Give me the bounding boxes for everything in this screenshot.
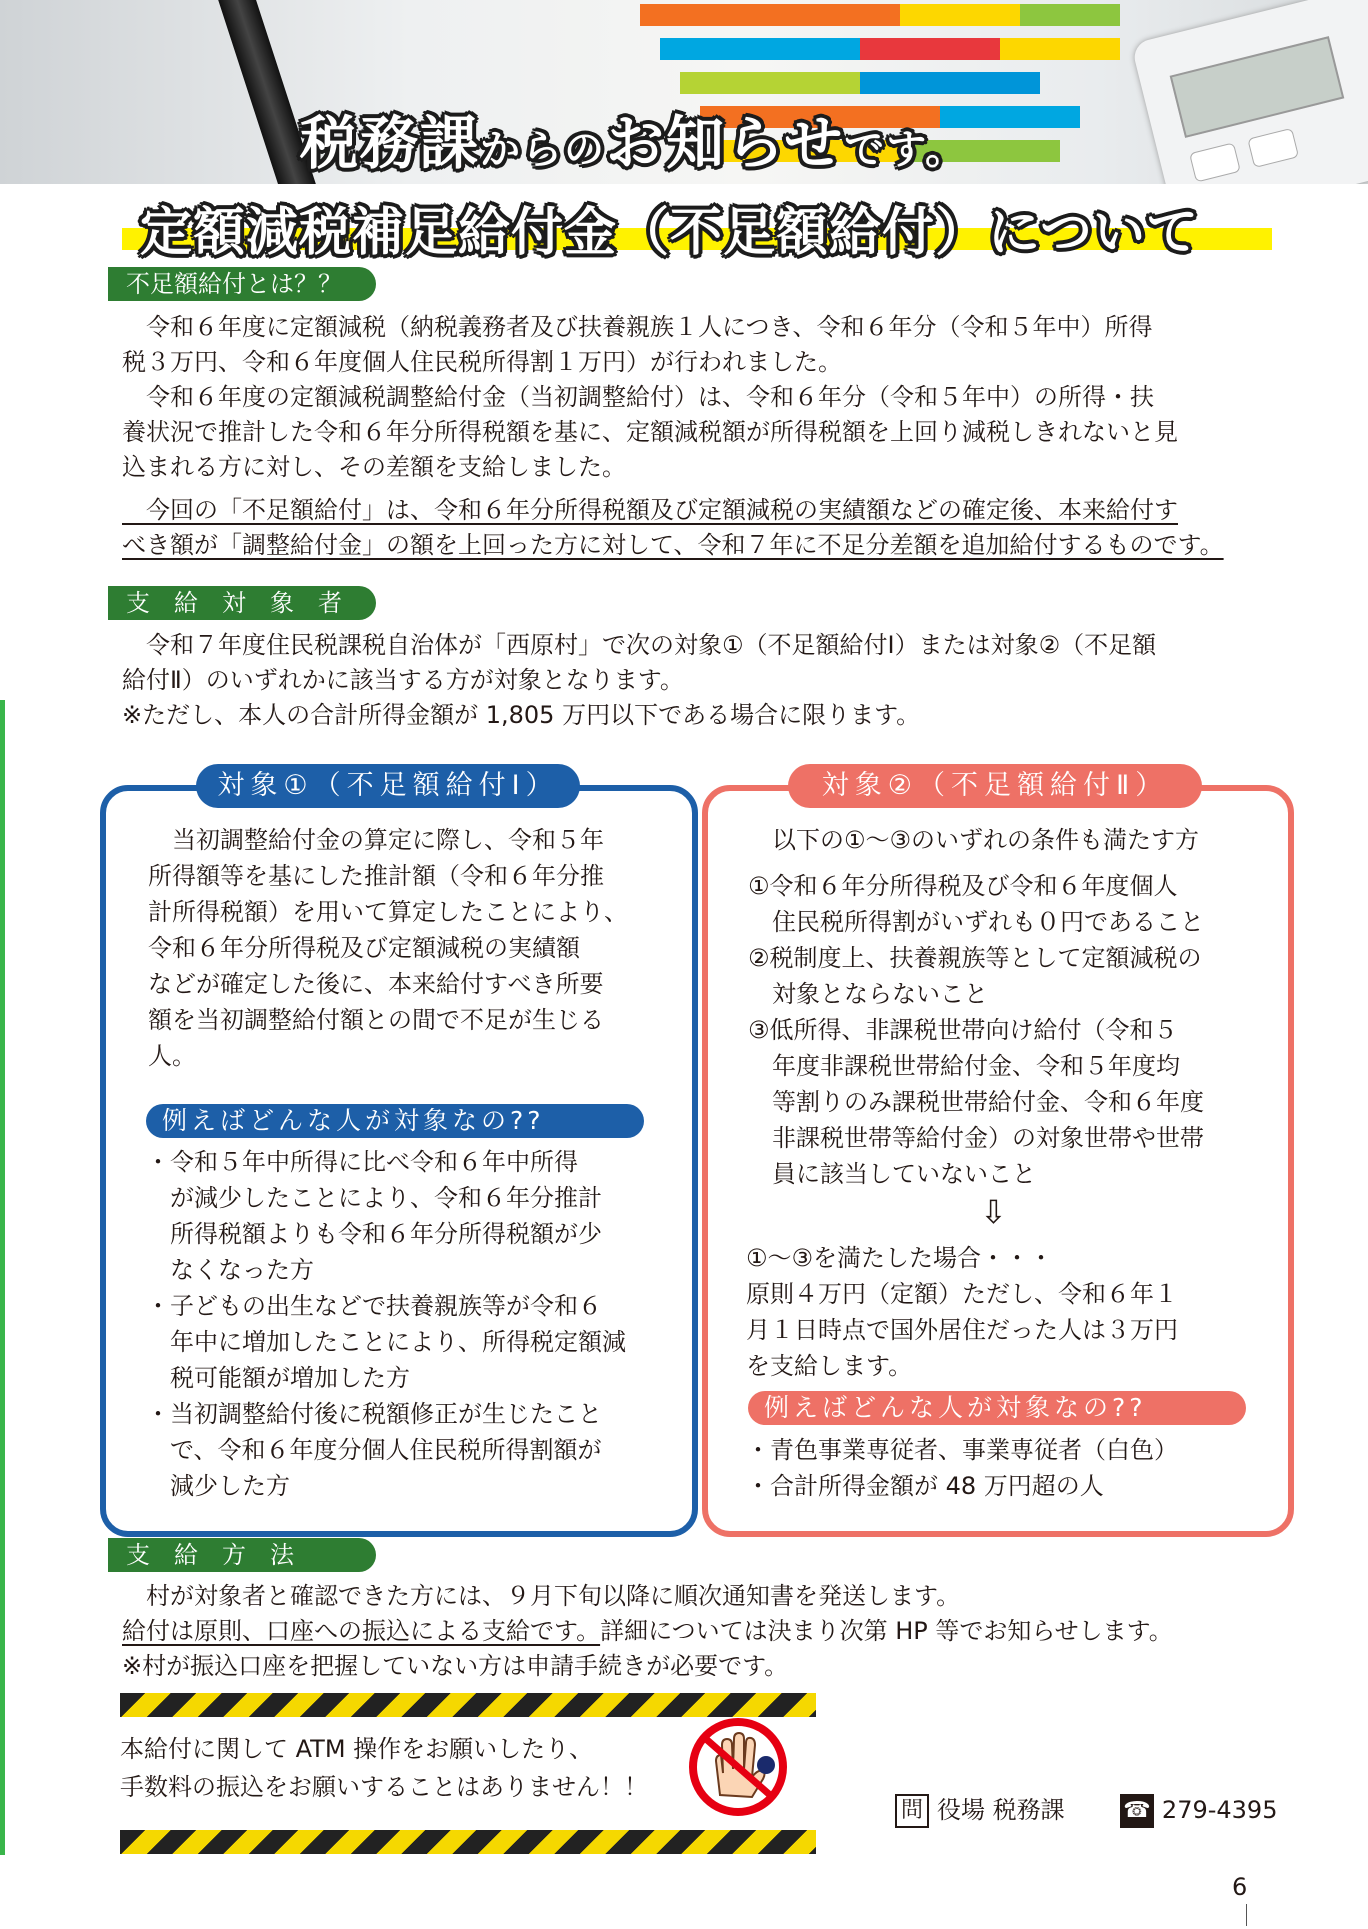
section3-line: 村が対象者と確認できた方には、９月下旬以降に順次通知書を発送します。 — [122, 1582, 961, 1610]
target-1-heading: 対象①（不足額給付Ⅰ） — [196, 764, 580, 808]
target-1-example: なくなった方 — [146, 1256, 314, 1284]
banner-title-word-1: 税務課 — [300, 109, 481, 177]
section3-text — [122, 1579, 1173, 1684]
banner-title-word-2: からの — [480, 127, 607, 173]
section-label-what-is: 不足額給付とは？？ — [108, 267, 376, 301]
section1-line: 込まれる方に対し、その差額を支給しました。 — [122, 453, 626, 481]
banner-title — [300, 96, 1100, 177]
header-banner — [0, 0, 1368, 184]
target-2-condition: 員に該当していないこと — [748, 1160, 1036, 1188]
section-label-method: 支 給 方 法 — [108, 1538, 376, 1572]
phone-icon: ☎ — [1120, 1794, 1154, 1828]
target-2-result-line: ①～③を満たした場合・・・ — [746, 1244, 1054, 1272]
target-2-condition: 等割りのみ課税世帯給付金、令和６年度 — [748, 1088, 1204, 1116]
page-number-tick — [1246, 1904, 1247, 1926]
section1-underlined-line: 今回の「不足額給付」は、令和６年分所得税額及び定額減税の実績額などの確定後、本来給付す — [122, 496, 1178, 524]
target-1-example: 所得税額よりも令和６年分所得税額が少 — [146, 1220, 602, 1248]
target-1-line: 計所得税額）を用いて算定したことにより、 — [148, 898, 628, 926]
target-2-condition: ③低所得、非課税世帯向け給付（令和５ — [748, 1016, 1178, 1044]
target-1-line: 当初調整給付金の算定に際し、令和５年 — [148, 826, 604, 854]
target-1-line: 令和６年分所得税及び定額減税の実績額 — [148, 934, 580, 962]
section3-underlined: 給付は原則、口座への振込による支給です。 — [122, 1617, 601, 1645]
target-2-example: ・青色事業専従者、事業専従者（白色） — [746, 1436, 1178, 1464]
target-1-example: ・令和５年中所得に比べ令和６年中所得 — [146, 1148, 578, 1176]
target-2-example: ・合計所得金額が 48 万円超の人 — [746, 1472, 1104, 1500]
target-1-line: 人。 — [148, 1042, 196, 1070]
section1-text — [122, 310, 1224, 563]
target-1-examples — [146, 1144, 626, 1504]
target-2-result-line: 原則４万円（定額）ただし、令和６年１ — [746, 1280, 1178, 1308]
target-2-result — [746, 1240, 1178, 1384]
banner-title-word-3: お知らせ — [606, 109, 845, 177]
page-title: 定額減税補足給付金（不足額給付）について — [140, 203, 1199, 263]
warning-stripe-bottom — [120, 1830, 816, 1854]
section3-line — [122, 1614, 1173, 1649]
inquiry-mark: 問 — [895, 1794, 929, 1828]
target-1-example: ・当初調整給付後に税額修正が生じたこと — [146, 1400, 602, 1428]
section2-text — [122, 628, 1156, 733]
target-2-conditions — [748, 868, 1204, 1192]
target-1-line: などが確定した後に、本来給付すべき所要 — [148, 970, 604, 998]
target-1-example: 減少した方 — [146, 1472, 290, 1500]
target-2-condition: 年度非課税世帯給付金、令和５年度均 — [748, 1052, 1180, 1080]
stop-hand-icon — [688, 1717, 788, 1817]
section1-line: 税３万円、令和６年度個人住民税所得割１万円）が行われました。 — [122, 348, 842, 376]
side-accent-rule — [0, 700, 5, 1855]
target-1-example: ・子どもの出生などで扶養親族等が令和６ — [146, 1292, 602, 1320]
target-2-intro: 以下の①～③のいずれの条件も満たす方 — [748, 826, 1200, 854]
section-label-eligible: 支 給 対 象 者 — [108, 586, 376, 620]
calculator-icon — [1131, 0, 1368, 184]
section3-rest: 詳細については決まり次第 HP 等でお知らせします。 — [600, 1617, 1173, 1645]
target-1-example: で、令和６年度分個人住民税所得割額が — [146, 1436, 602, 1464]
target-1-example: が減少したことにより、令和６年分推計 — [146, 1184, 602, 1212]
down-arrow-icon: ⇩ — [980, 1193, 1007, 1231]
section1-underlined-line: べき額が「調整給付金」の額を上回った方に対して、令和７年に不足分差額を追加給付するものです。 — [122, 531, 1224, 559]
target-2-condition: 住民税所得割がいずれも０円であること — [748, 908, 1204, 936]
section1-line: 養状況で推計した令和６年分所得税額を基に、定額減税額が所得税額を上回り減税しきれないと見 — [122, 418, 1178, 446]
section1-line: 令和６年度の定額減税調整給付金（当初調整給付）は、令和６年分（令和５年中）の所得・扶 — [122, 383, 1154, 411]
target-2-result-line: を支給します。 — [746, 1352, 913, 1380]
contact-office: 役場 税務課 — [937, 1796, 1065, 1824]
warning-line: 本給付に関して ATM 操作をお願いしたり、 — [120, 1735, 594, 1763]
target-2-condition: 対象とならないこと — [748, 980, 988, 1008]
target-2-example-label: 例えばどんな人が対象なの?? — [748, 1391, 1246, 1425]
section1-line: 令和６年度に定額減税（納税義務者及び扶養親族１人につき、令和６年分（令和５年中）所得 — [122, 313, 1153, 341]
target-2-result-line: 月１日時点で国外居住だった人は３万円 — [746, 1316, 1178, 1344]
section2-line: 令和７年度住民税課税自治体が「西原村」で次の対象①（不足額給付Ⅰ）または対象②（不足額 — [122, 631, 1157, 659]
section2-line: 給付Ⅱ）のいずれかに該当する方が対象となります。 — [122, 666, 684, 694]
target-1-example-label: 例えばどんな人が対象なの?? — [146, 1104, 644, 1138]
target-1-line: 額を当初調整給付額との間で不足が生じる — [148, 1006, 604, 1034]
target-2-heading: 対象②（不足額給付Ⅱ） — [788, 764, 1202, 808]
section3-line: ※村が振込口座を把握していない方は申請手続きが必要です。 — [122, 1652, 789, 1680]
page-number: 6 — [1232, 1873, 1248, 1901]
warning-text — [120, 1730, 648, 1806]
target-1-body — [148, 822, 628, 1074]
warning-line: 手数料の振込をお願いすることはありません！！ — [120, 1773, 648, 1801]
banner-title-word-4: です。 — [844, 127, 968, 173]
target-2-condition: ②税制度上、扶養親族等として定額減税の — [748, 944, 1202, 972]
section2-line: ※ただし、本人の合計所得金額が 1,805 万円以下である場合に限ります。 — [122, 701, 921, 729]
target-1-line: 所得額等を基にした推計額（令和６年分推 — [148, 862, 604, 890]
warning-stripe-top — [120, 1693, 816, 1717]
contact-phone: 279-4395 — [1161, 1796, 1278, 1824]
target-1-example: 税可能額が増加した方 — [146, 1364, 410, 1392]
contact-info — [895, 1790, 1277, 1830]
target-2-condition: ①令和６年分所得税及び令和６年度個人 — [748, 872, 1178, 900]
target-2-examples — [746, 1432, 1178, 1504]
target-2-condition: 非課税世帯等給付金）の対象世帯や世帯 — [748, 1124, 1204, 1152]
target-1-example: 年中に増加したことにより、所得税定額減 — [146, 1328, 626, 1356]
